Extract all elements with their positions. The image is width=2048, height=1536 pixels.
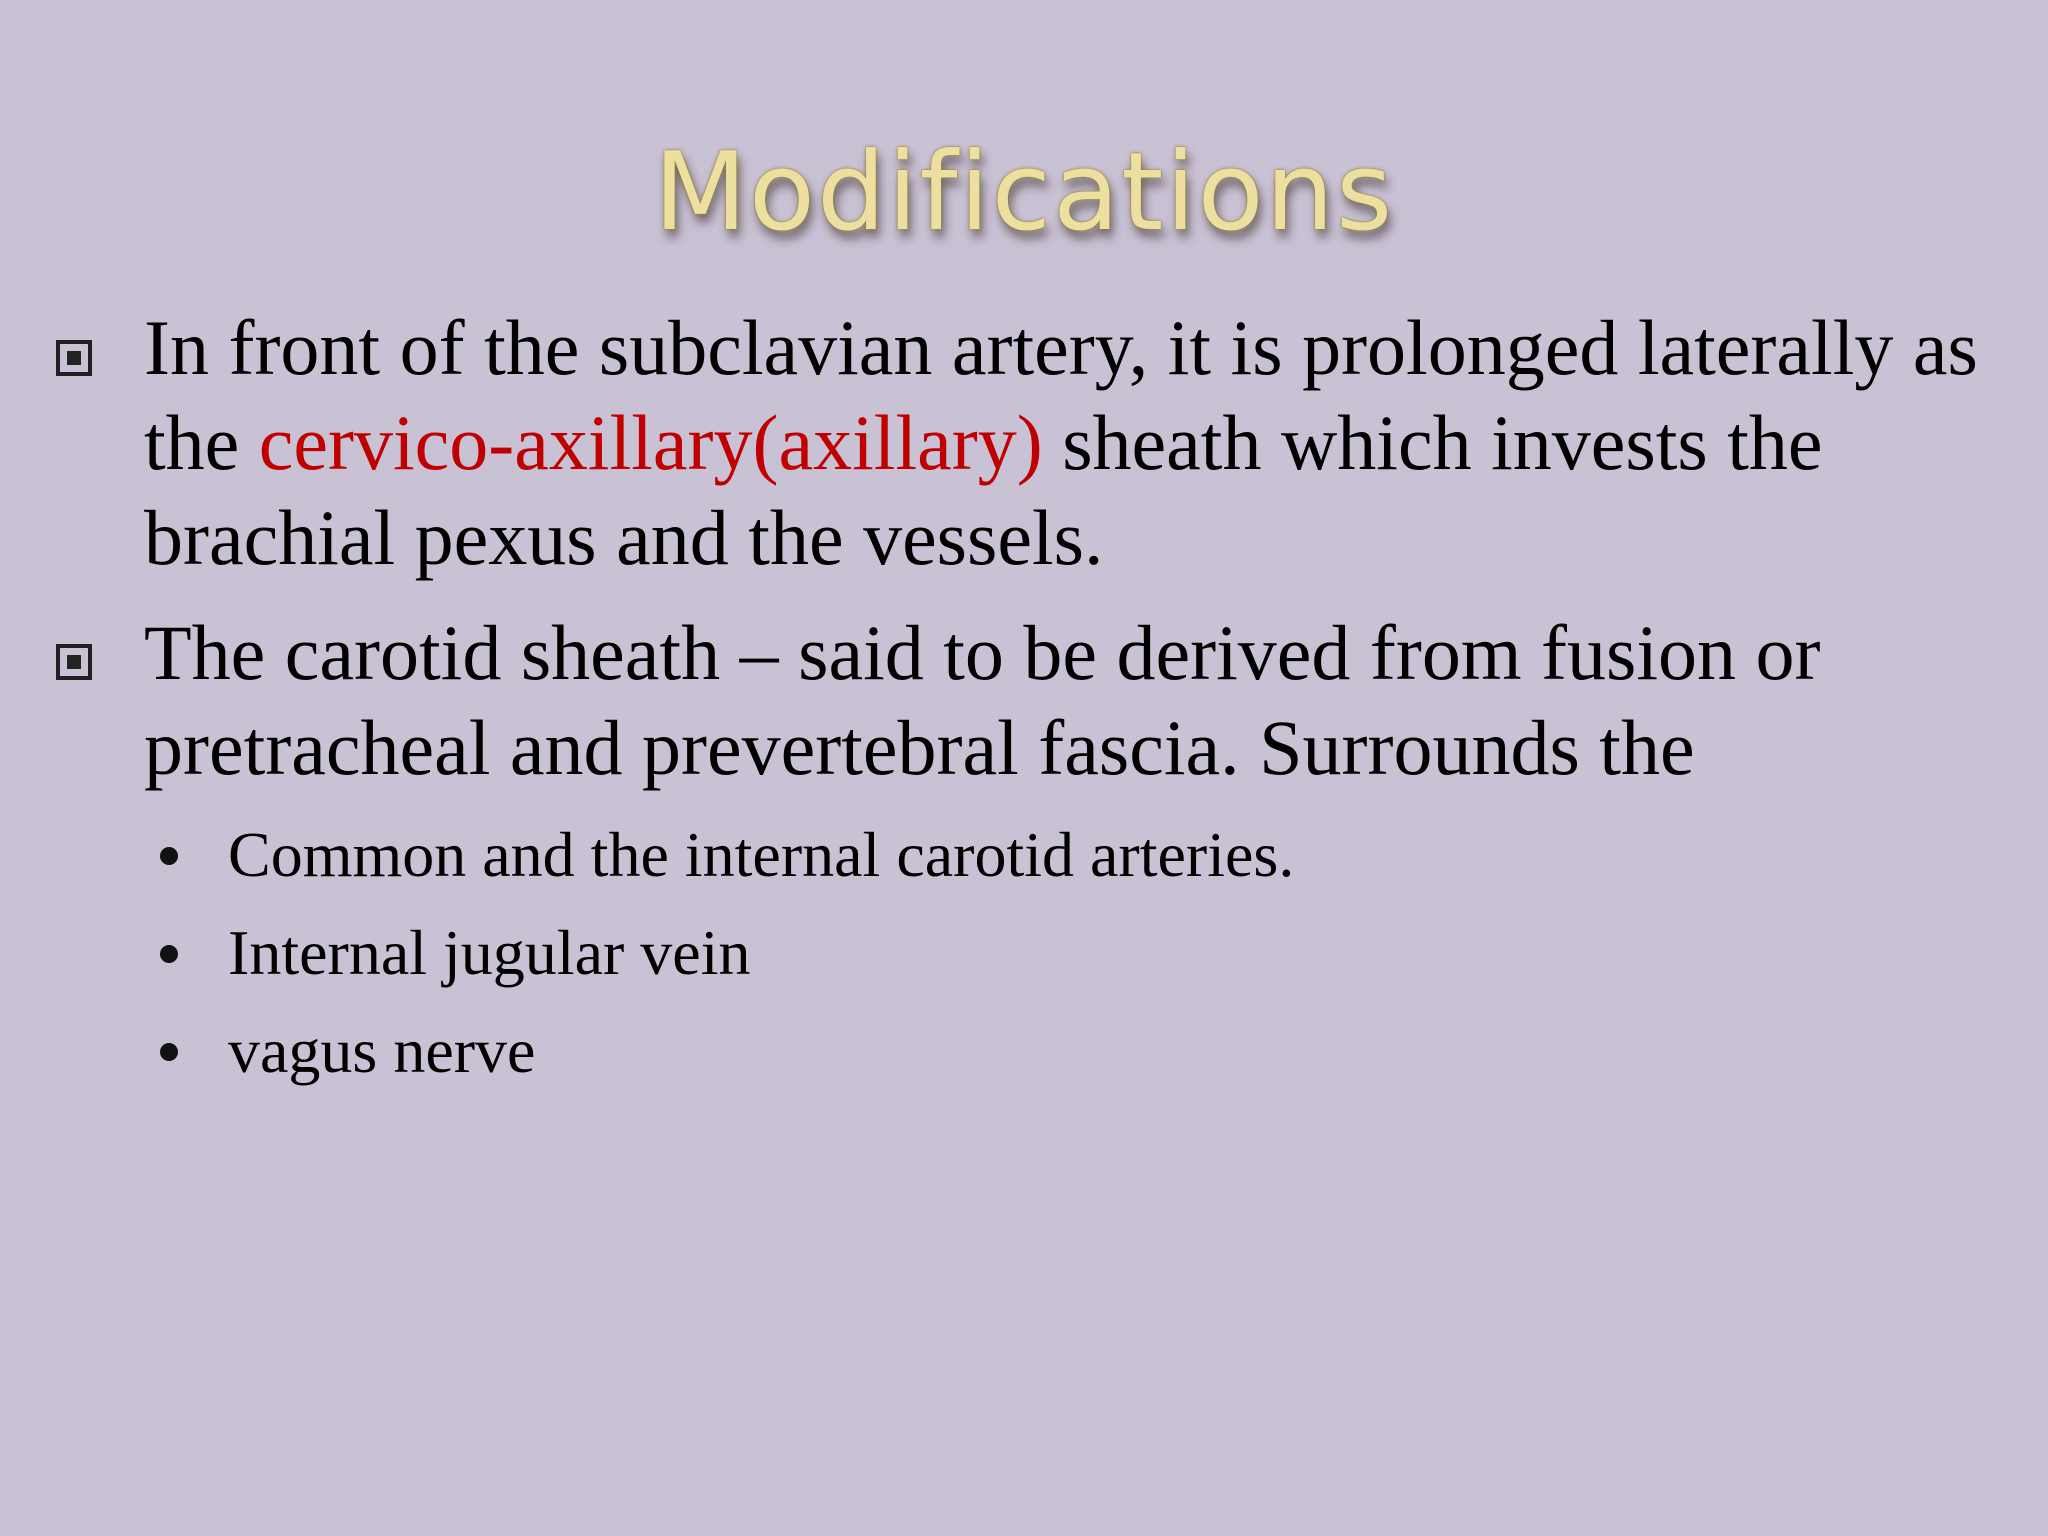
square-bullet-icon: [56, 340, 92, 376]
subbullet-2: Internal jugular vein: [228, 917, 751, 988]
slide-title: Modifications: [653, 130, 1395, 255]
bullet-1: [144, 300, 2039, 585]
bullet-2: [144, 605, 2039, 795]
dot-bullet-icon: [160, 945, 178, 963]
dot-bullet-icon: [160, 1043, 178, 1061]
bullet-1-highlight: cervico-axillary(axillary): [258, 399, 1043, 486]
bullet-1-text-before: In front of the subclavian artery, it is prolonged laterally as the: [144, 304, 1978, 486]
subbullet-1: Common and the internal carotid arteries.: [228, 819, 1295, 890]
bullet-2-text: The carotid sheath – said to be derived from fusion or pretracheal and prevertebral fascia. Surrounds the: [144, 609, 1821, 791]
subbullet-3: vagus nerve: [228, 1015, 536, 1086]
dot-bullet-icon: [160, 847, 178, 865]
square-bullet-icon: [56, 644, 92, 680]
bullet-1-text-after: sheath which invests the brachial pexus and the vessels.: [144, 399, 1823, 581]
